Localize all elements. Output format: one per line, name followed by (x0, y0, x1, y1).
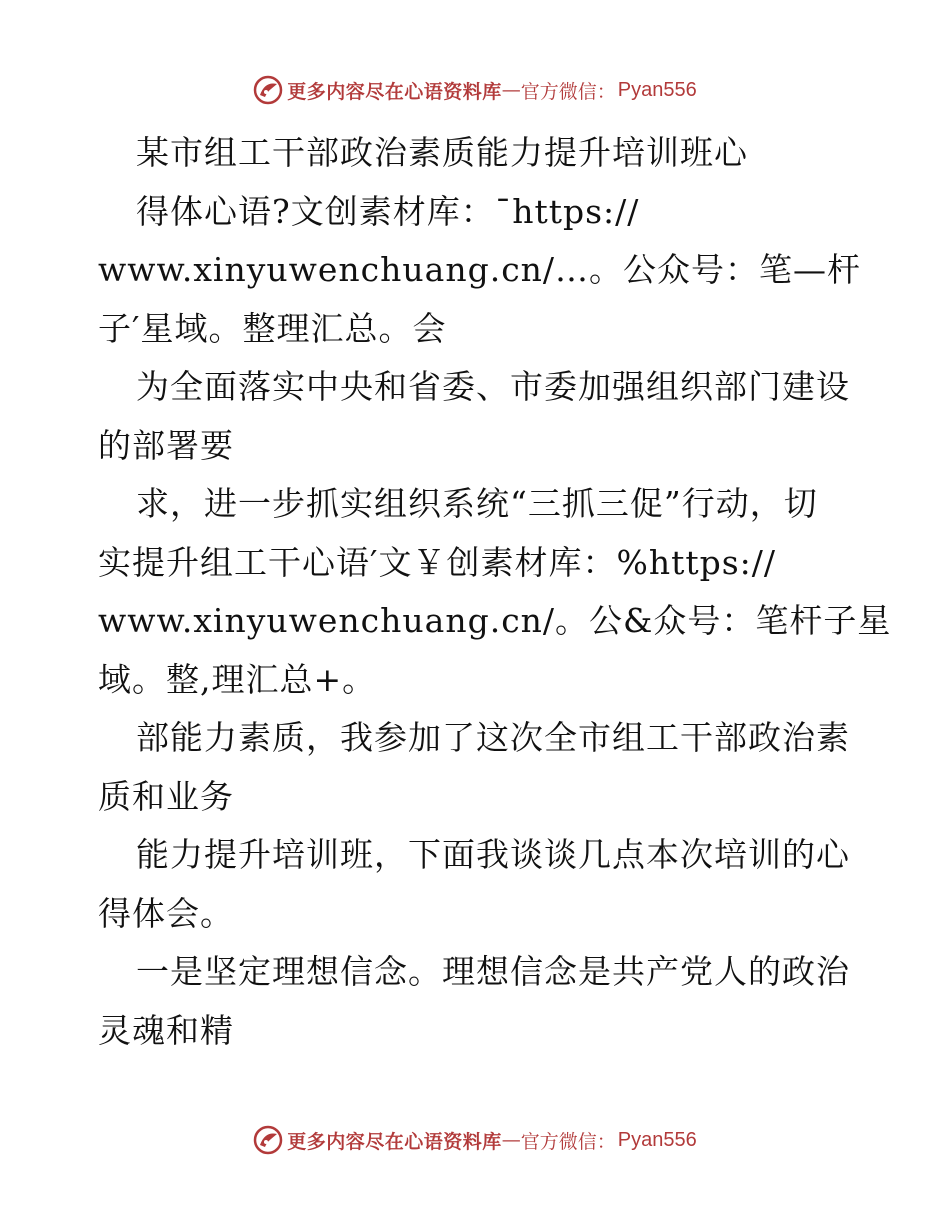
pen-logo-icon (253, 75, 283, 105)
banner-site-name: 更多内容尽在心语资料库 (287, 1130, 502, 1153)
body-line: 质和业务 (98, 776, 234, 816)
body-line: 的部署要 (98, 425, 234, 465)
body-line: 为全面落实中央和省委、市委加强组织部门建设 (136, 367, 850, 406)
body-line: 域。整,理汇总+。 (98, 659, 377, 699)
body-line: www.xinyuwenchuang.cn/…。公众号：笔—杆 (98, 250, 862, 289)
banner-dash: — (501, 79, 521, 101)
body-line: 求，进一步抓实组织系统“三抓三促”行动，切 (136, 484, 818, 523)
body-line: 实提升组工干心语′文￥创素材库：%https:// (98, 542, 777, 582)
body-line: 子′星域。整理汇总。会 (98, 308, 447, 348)
banner-dash: — (501, 1129, 521, 1151)
body-line: www.xinyuwenchuang.cn/。公&众号：笔杆子星 (98, 601, 892, 640)
banner-wechat-label: 官方微信： (520, 1130, 616, 1153)
header-banner (0, 72, 950, 108)
pen-logo-icon (253, 1125, 283, 1155)
footer-banner (0, 1122, 950, 1158)
body-line: 得体心语?文创素材库：¯https:// (136, 191, 640, 231)
body-line: 得体会。 (98, 893, 234, 933)
body-line: 部能力素质，我参加了这次全市组工干部政治素 (136, 718, 850, 757)
document-body (98, 124, 892, 1060)
banner-site-name: 更多内容尽在心语资料库 (287, 80, 502, 103)
banner-wechat-id: Pyan556 (617, 1128, 697, 1151)
body-line: 一是坚定理想信念。理想信念是共产党人的政治 (136, 952, 850, 991)
banner-wechat-label: 官方微信： (520, 80, 616, 103)
body-line: 某市组工干部政治素质能力提升培训班心 (136, 133, 748, 172)
body-line: 能力提升培训班，下面我谈谈几点本次培训的心 (136, 835, 850, 874)
body-line: 灵魂和精 (98, 1010, 234, 1050)
banner-wechat-id: Pyan556 (617, 78, 697, 101)
